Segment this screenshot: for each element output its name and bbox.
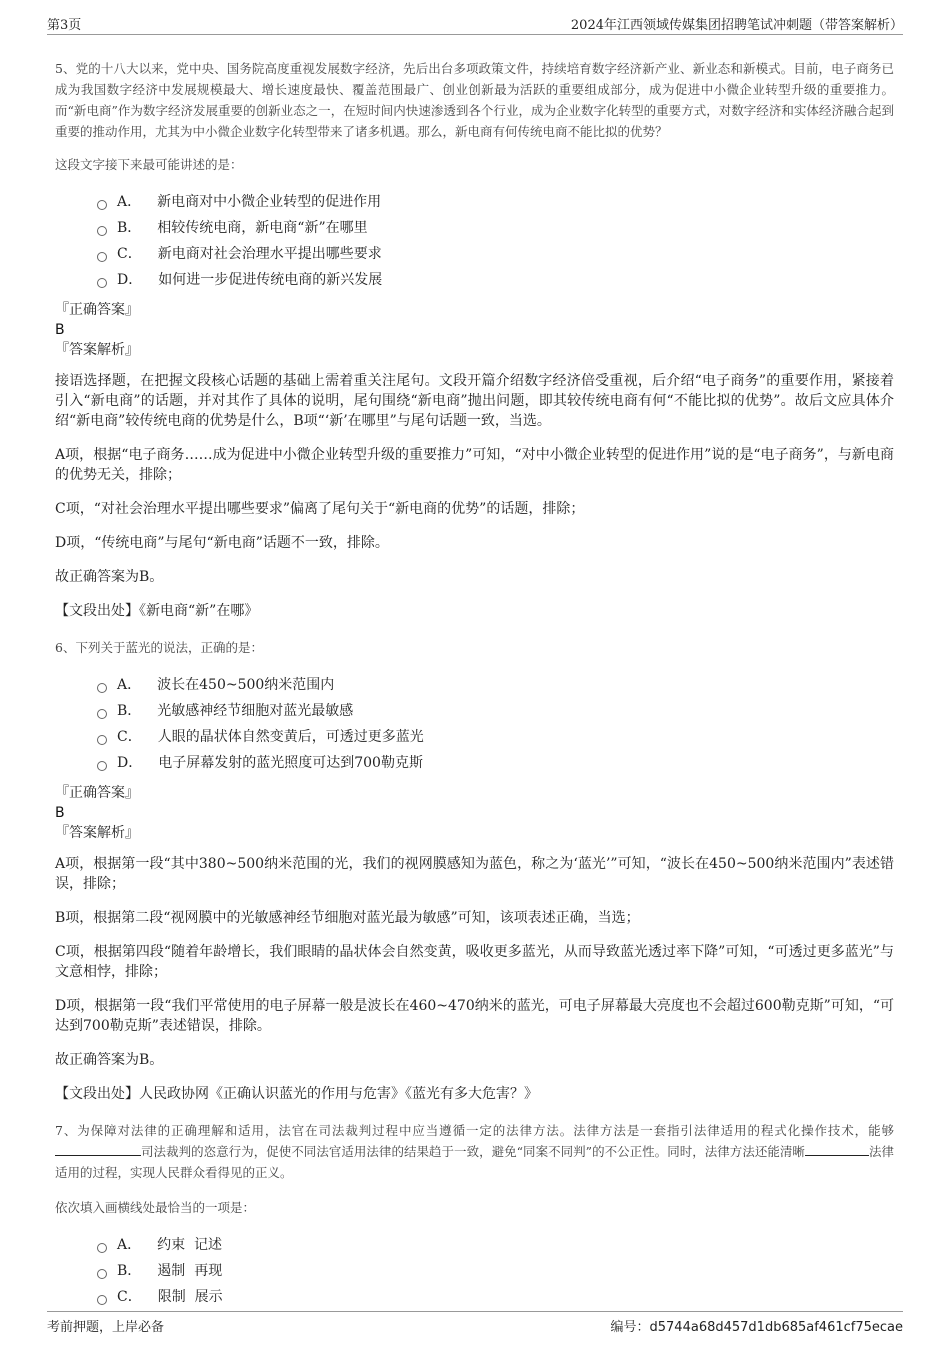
- stem-part-1: 7、为保障对法律的正确理解和适用，法官在司法裁判过程中应当遵循一定的法律方法。法律方法是一套指引法律适用的程式化操作技术，能够: [55, 1123, 894, 1138]
- option-text: 如何进一步促进传统电商的新兴发展: [158, 272, 383, 288]
- answer-label: 『正确答案』: [55, 785, 139, 801]
- analysis-conclusion: 故正确答案为B。: [55, 1052, 164, 1068]
- analysis-paragraph: B项，根据第二段“视网膜中的光敏感神经节细胞对蓝光最为敏感”可知，该项表述正确，当选；: [55, 910, 640, 926]
- option-text: 新电商对社会治理水平提出哪些要求: [157, 246, 382, 262]
- option-letter: A．: [117, 194, 142, 210]
- option-b[interactable]: [97, 698, 894, 724]
- option-text: 限制 展示: [157, 1289, 223, 1305]
- option-letter: A．: [117, 1237, 142, 1253]
- question-5: [55, 58, 894, 621]
- option-text: 新电商对中小微企业转型的促进作用: [157, 194, 382, 210]
- question-stem: 6、下列关于蓝光的说法，正确的是：: [55, 640, 263, 655]
- radio-icon[interactable]: [97, 1243, 107, 1253]
- stem-part-2: 司法裁判的恣意行为，促使不同法官适用法律的结果趋于一致，避免“同案不同判”的不公正性。同时，法律方法还能清晰: [141, 1144, 805, 1159]
- option-b[interactable]: [97, 1258, 894, 1284]
- analysis-paragraph: D项，“传统电商”与尾句“新电商”话题不一致，排除。: [55, 535, 389, 551]
- blank-line-2: [805, 1143, 869, 1156]
- option-letter: B．: [117, 1263, 142, 1279]
- option-b[interactable]: [97, 215, 894, 241]
- radio-icon[interactable]: [97, 278, 107, 288]
- analysis-paragraph: A项，根据第一段“其中380~500纳米范围的光，我们的视网膜感知为蓝色，称之为‘蓝光’”可知，“波长在450~500纳米范围内”表述错误，排除；: [55, 856, 894, 892]
- analysis-paragraph: C项，“对社会治理水平提出哪些要求”偏离了尾句关于“新电商的优势”的话题，排除；: [55, 501, 585, 517]
- option-letter: C．: [117, 246, 142, 262]
- option-a[interactable]: [97, 189, 894, 215]
- radio-icon[interactable]: [97, 1295, 107, 1305]
- code-label: 编号：: [610, 1320, 650, 1335]
- option-d[interactable]: [97, 750, 894, 776]
- option-text: 相较传统电商，新电商“新”在哪里: [157, 220, 368, 236]
- option-text: 波长在450~500纳米范围内: [157, 677, 335, 693]
- analysis-paragraph: 接语选择题，在把握文段核心话题的基础上需着重关注尾句。文段开篇介绍数字经济倍受重视，后介绍“电子商务”的重要作用，紧接着引入“新电商”的话题，并对其作了具体的说明，尾句围绕“新电商”抛出问题，即其较传统电商有何“不能比拟的优势”。故后文应具体介绍“新电商”较传统电商的优势是什么，B项“‘新’在哪里”与尾句话题一致，当选。: [55, 373, 894, 429]
- option-d[interactable]: [97, 267, 894, 293]
- analysis-paragraph: D项，根据第一段“我们平常使用的电子屏幕一般是波长在460~470纳米的蓝光，可电子屏幕最大亮度也不会超过600勒克斯”可知，“可达到700勒克斯”表述错误，排除。: [55, 998, 894, 1034]
- option-a[interactable]: [97, 672, 894, 698]
- option-text: 约束 记述: [157, 1237, 223, 1253]
- analysis-source: 【文段出处】《新电商“新”在哪》: [55, 603, 259, 619]
- analysis-paragraph: C项，根据第四段“随着年龄增长，我们眼睛的晶状体会自然变黄，吸收更多蓝光，从而导致蓝光透过率下降”可知，“可透过更多蓝光”与文意相悖，排除；: [55, 944, 894, 980]
- analysis-label: 『答案解析』: [55, 342, 139, 358]
- answer-value: B: [55, 322, 65, 338]
- question-stem: 5、党的十八大以来，党中央、国务院高度重视发展数字经济，先后出台多项政策文件，持续培育数字经济新产业、新业态和新模式。目前，电子商务已成为我国数字经济中发展规模最大、增长速度最快、覆盖范围最广、创业创新最为活跃的重要组成部分，成为促进中小微企业转型升级的重要推力。而“新电商”作为数字经济发展重要的创新业态之一，在短时间内快速渗透到各个行业，成为企业数字化转型的重要方式，对数字经济和实体经济融合起到重要的推动作用，尤其为中小微企业数字化转型带来了诸多机遇。那么，新电商有何传统电商不能比拟的优势？: [55, 61, 894, 139]
- radio-icon[interactable]: [97, 735, 107, 745]
- analysis-paragraph: A项，根据“电子商务……成为促进中小微企业转型升级的重要推力”可知，“对中小微企业转型的促进作用”说的是“电子商务”，与新电商的优势无关，排除；: [55, 447, 894, 483]
- blank-line-1: [55, 1143, 141, 1156]
- option-letter: D．: [117, 272, 143, 288]
- analysis-conclusion: 故正确答案为B。: [55, 569, 164, 585]
- option-list: [97, 189, 894, 293]
- page-header: [47, 14, 903, 35]
- question-prompt: 这段文字接下来最可能讲述的是：: [55, 157, 243, 172]
- question-stem: [55, 1120, 894, 1183]
- option-letter: B．: [117, 220, 142, 236]
- option-text: 人眼的晶状体自然变黄后，可透过更多蓝光: [157, 729, 424, 745]
- analysis-label: 『答案解析』: [55, 825, 139, 841]
- option-letter: B．: [117, 703, 142, 719]
- answer-label: 『正确答案』: [55, 302, 139, 318]
- page-footer: [47, 1311, 903, 1336]
- option-c[interactable]: [97, 724, 894, 750]
- option-letter: C．: [117, 729, 142, 745]
- option-text: 光敏感神经节细胞对蓝光最敏感: [157, 703, 354, 719]
- option-a[interactable]: [97, 1232, 894, 1258]
- question-prompt: 依次填入画横线处最恰当的一项是：: [55, 1200, 256, 1215]
- radio-icon[interactable]: [97, 226, 107, 236]
- answer-value: B: [55, 805, 65, 821]
- radio-icon[interactable]: [97, 683, 107, 693]
- question-6: [55, 637, 894, 1104]
- option-list: [97, 1232, 894, 1310]
- option-letter: A．: [117, 677, 142, 693]
- radio-icon[interactable]: [97, 1269, 107, 1279]
- radio-icon[interactable]: [97, 200, 107, 210]
- option-c[interactable]: [97, 241, 894, 267]
- analysis-source: 【文段出处】人民政协网《正确认识蓝光的作用与危害》《蓝光有多大危害？》: [55, 1086, 538, 1102]
- question-7: [55, 1120, 894, 1310]
- option-c[interactable]: [97, 1284, 894, 1310]
- code-value: d5744a68d457d1db685af461cf75ecae: [649, 1320, 903, 1335]
- document-title: 2024年江西领域传媒集团招聘笔试冲刺题（带答案解析）: [570, 18, 903, 33]
- option-letter: D．: [117, 755, 143, 771]
- radio-icon[interactable]: [97, 709, 107, 719]
- page-number: 第3页: [47, 18, 82, 33]
- radio-icon[interactable]: [97, 761, 107, 771]
- stem-part-3: 法律适用的过程，实现人民群众看得见的正义。: [55, 1144, 894, 1180]
- document-code: [611, 1316, 904, 1335]
- option-list: [97, 672, 894, 776]
- option-text: 电子屏幕发射的蓝光照度可达到700勒克斯: [158, 755, 423, 771]
- option-letter: C．: [117, 1289, 142, 1305]
- radio-icon[interactable]: [97, 252, 107, 262]
- option-text: 遏制 再现: [157, 1263, 223, 1279]
- footer-slogan: 考前押题，上岸必备: [47, 1320, 165, 1335]
- document-body: [55, 58, 894, 1310]
